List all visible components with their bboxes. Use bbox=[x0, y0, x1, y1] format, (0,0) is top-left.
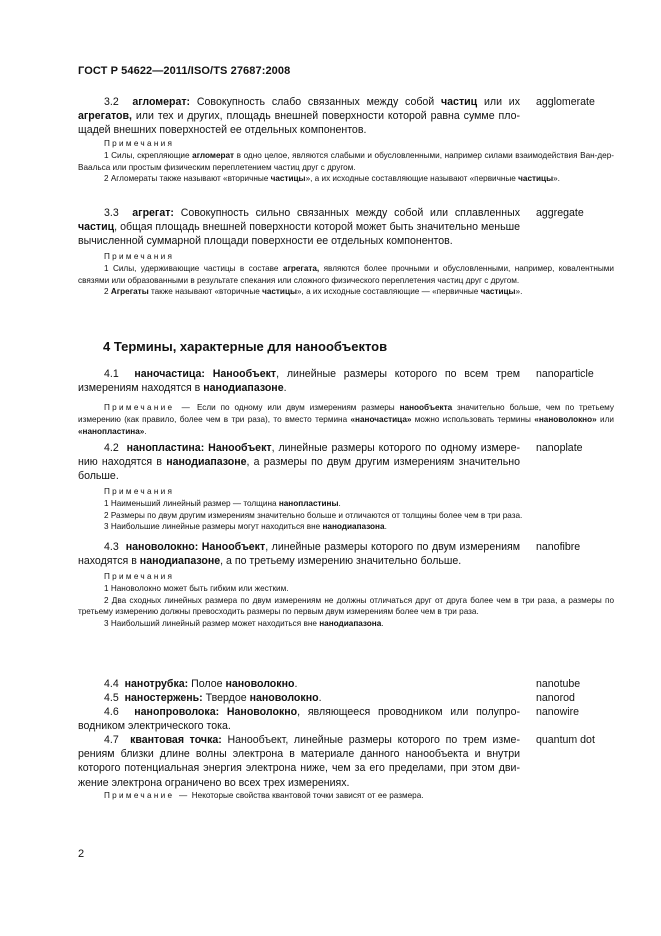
term-name: нановолокно: bbox=[125, 541, 199, 553]
term-note bbox=[78, 790, 614, 802]
term-definition: 4.7 квантовая точка: Нанообъект, линейные размеры которого по трем измерениям близки длине волны электрона в материале данного нанообъекта и внутри которого потенциальная энергия электрона ниже, чем за его пределами, при этом движение электрона ограничено во всех трех измерениях. bbox=[78, 734, 520, 789]
term-definition: 3.3 агрегат: Совокупность сильно связанных между собой или сплавленных частиц, общая площадь внешней поверхности которой может быть значительно меньше вычисленной суммарной площади поверхности ее отдельных компонентов. bbox=[78, 207, 520, 248]
term-name: нанотрубка: bbox=[124, 678, 189, 690]
term-name: агломерат: bbox=[132, 96, 191, 108]
note-item: 1 Силы, удерживающие частицы в составе агрегата, являются более прочными и обусловленными, например, ковалентными связями или образованными в результате спекания или сложного физического переплетения частиц друг с другом. bbox=[78, 263, 615, 285]
term-definition: 4.3 нановолокно: Нанообъект, линейные размеры которого по двум измерениям находятся в нанодиапазоне, а по третьему измерению значительно больше. bbox=[78, 541, 521, 568]
term-definition: 4.1 наночастица: Нанообъект, линейные размеры которого по всем трем измерениям находятся в нанодиапазоне. bbox=[78, 368, 521, 395]
term-english-equivalent: nanofibre bbox=[536, 541, 581, 553]
term-note bbox=[78, 402, 614, 437]
note-item: 2 Агломераты также называют «вторичные частицы», а их исходные составляющие называют «первичные частицы». bbox=[104, 174, 560, 184]
term-english-equivalent: nanowire bbox=[536, 706, 579, 718]
term-definition: 4.2 нанопластина: Нанообъект, линейные размеры которого по одному измерению находятся в нанодиапазоне, а размеры по двум другим измерениям значительно больше. bbox=[78, 442, 520, 483]
term-name: агрегат: bbox=[132, 207, 174, 219]
term-definition: 4.5 наностержень: Твердое нановолокно. bbox=[104, 692, 322, 704]
note-item: 3 Наибольшие линейные размеры могут находиться вне нанодиапазона. bbox=[104, 522, 387, 532]
notes-heading: Примечания bbox=[104, 487, 175, 496]
term-entry-aggregate bbox=[78, 206, 520, 249]
term-english-equivalent: agglomerate bbox=[536, 96, 595, 108]
term-notes bbox=[78, 138, 614, 185]
term-name: наностержень: bbox=[124, 692, 203, 704]
term-entry-nanoparticle bbox=[78, 367, 520, 395]
note-item: Примечание — Некоторые свойства квантовой точки зависят от ее размера. bbox=[104, 791, 424, 800]
section-heading: 4 Термины, характерные для нанообъектов bbox=[103, 339, 388, 354]
term-name: квантовая точка: bbox=[130, 734, 222, 746]
term-entry-nanoplate bbox=[78, 441, 520, 484]
term-definition: 4.4 нанотрубка: Полое нановолокно. bbox=[104, 678, 298, 690]
note-item: 2 Размеры по двум другим измерениям значительно больше и отличаются от толщины более чем в три раза. bbox=[104, 510, 523, 520]
notes-heading: Примечания bbox=[104, 252, 175, 261]
term-entry-nanofibre bbox=[78, 540, 520, 568]
term-notes bbox=[78, 486, 614, 533]
term-name: нанопроволока: bbox=[134, 706, 220, 718]
note-item: 1 Наименьший линейный размер — толщина нанопластины. bbox=[104, 498, 341, 508]
note-item: 2 Агрегаты также называют «вторичные частицы», а их исходные составляющие — «первичные частицы». bbox=[104, 287, 523, 297]
note-item: 1 Нановолокно может быть гибким или жестким. bbox=[104, 583, 289, 593]
term-entry-nanowire bbox=[78, 705, 520, 733]
term-definition: 4.6 нанопроволока: Нановолокно, являющееся проводником или полупроводником электрического тока. bbox=[78, 706, 520, 733]
term-notes bbox=[78, 251, 614, 298]
term-english-equivalent: nanotube bbox=[536, 678, 581, 690]
document-header: ГОСТ Р 54622—2011/ISO/TS 27687:2008 bbox=[78, 65, 291, 77]
term-english-equivalent: nanoplate bbox=[536, 442, 583, 454]
term-notes bbox=[78, 571, 614, 630]
note-item: 1 Силы, скрепляющие агломерат в одно целое, являются слабыми и обусловленными, например силами взаимодействия Ван-дер-Ваальса или простым физическим переплетением частиц друг с другом. bbox=[78, 150, 614, 172]
notes-heading: Примечания bbox=[104, 572, 175, 581]
term-english-equivalent: aggregate bbox=[536, 207, 584, 219]
term-entry-quantum-dot bbox=[78, 733, 520, 790]
term-entry-nanotube bbox=[78, 677, 520, 691]
note-item: Примечание — Если по одному или двум измерениям размеры нанообъекта значительно больше, чем по третьему измерению (как правило, более чем в три раза), то вместо термина «наночастица» можно использовать термины «нановолокно» или «нанопластина». bbox=[78, 403, 614, 436]
notes-heading: Примечания bbox=[104, 139, 175, 148]
note-item: 2 Два сходных линейных размера по двум измерениям не должны отличаться друг от друга более чем в три раза, а размеры по третьему измерению должны превосходить размеры по первым двум измерениям более чем в три раза. bbox=[78, 595, 614, 617]
term-name: наночастица: bbox=[134, 368, 205, 380]
term-english-equivalent: quantum dot bbox=[536, 734, 595, 746]
term-name: нанопластина: bbox=[126, 442, 205, 454]
note-item: 3 Наибольший линейный размер может находиться вне нанодиапазона. bbox=[104, 619, 384, 629]
term-english-equivalent: nanorod bbox=[536, 692, 575, 704]
term-english-equivalent: nanoparticle bbox=[536, 368, 594, 380]
term-definition: 3.2 агломерат: Совокупность слабо связанных между собой частиц или их агрегатов, или тех и других, площадь внешней поверхности которой равна сумме площадей внешних поверхностей ее отдельных компонентов. bbox=[78, 96, 520, 137]
term-entry-nanorod bbox=[78, 691, 520, 705]
page-number: 2 bbox=[78, 848, 85, 860]
term-entry-agglomerate bbox=[78, 95, 520, 138]
